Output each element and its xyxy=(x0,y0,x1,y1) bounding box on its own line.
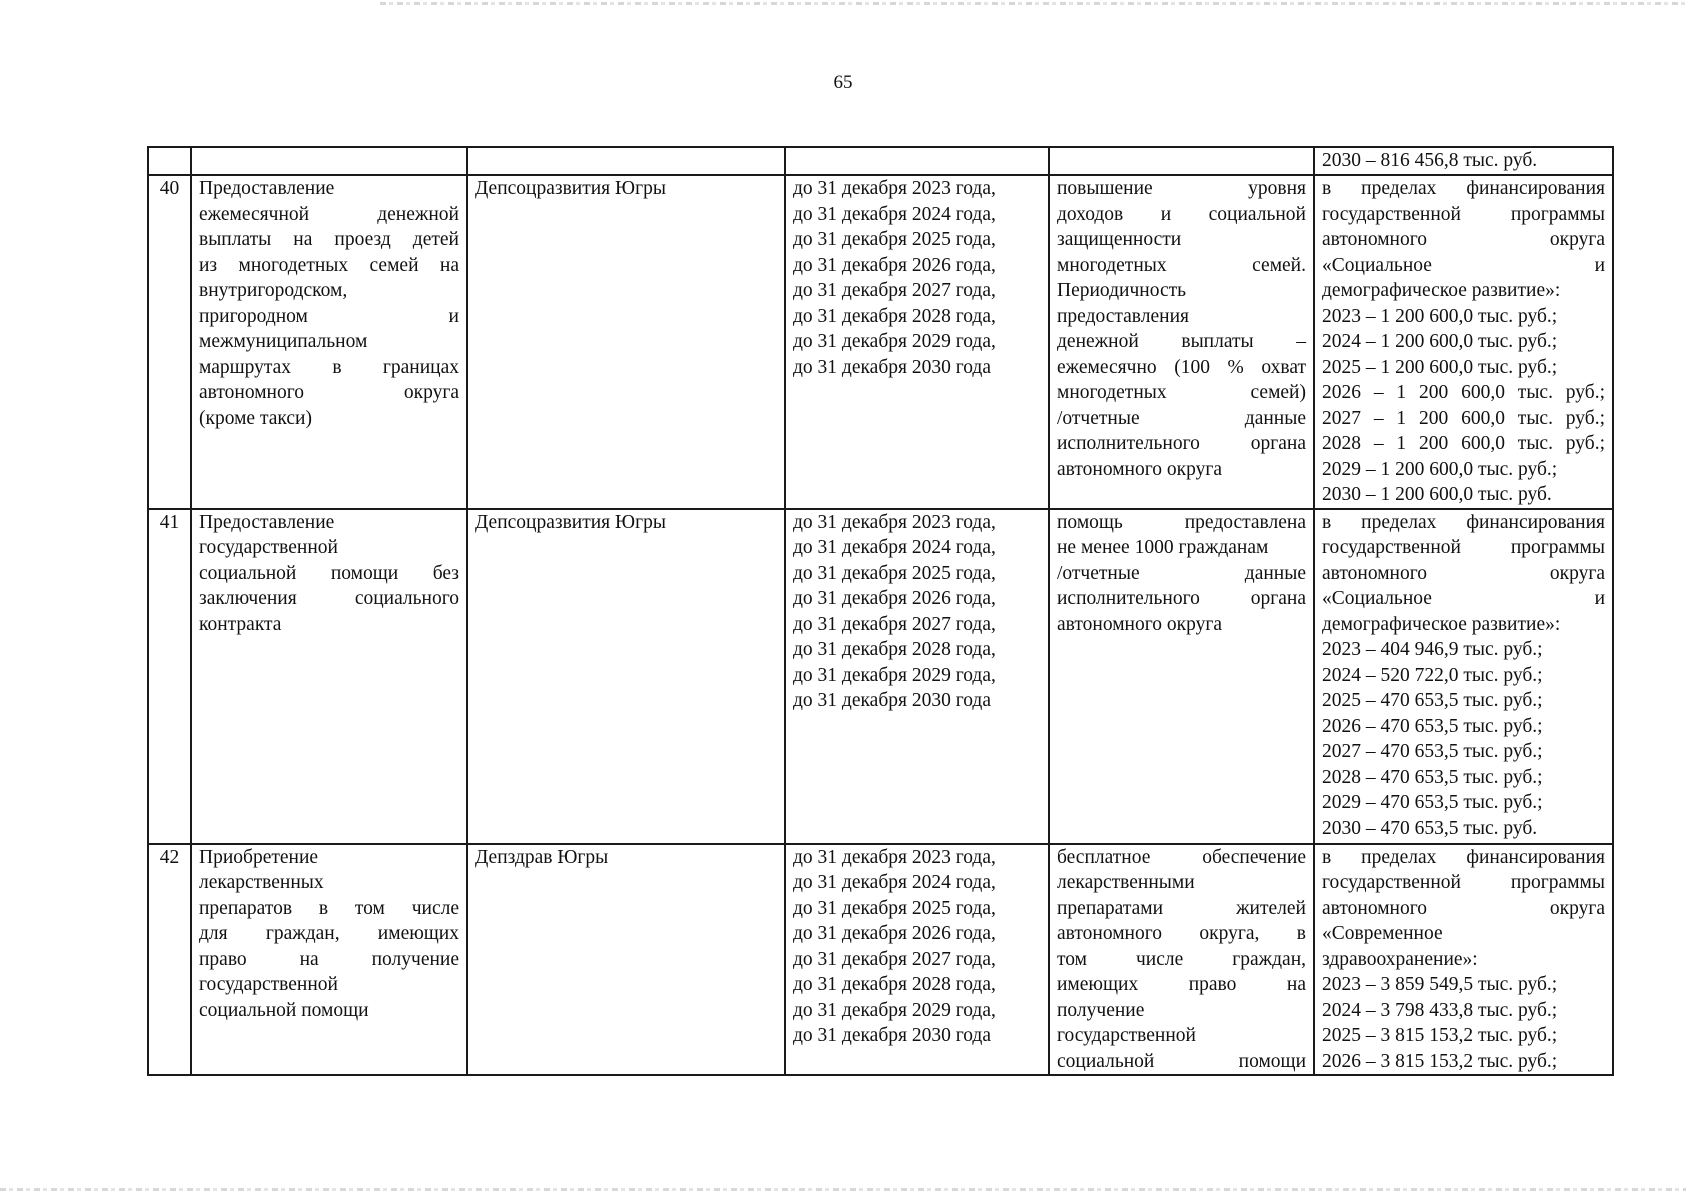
cell-line: внутригородском, xyxy=(199,280,348,301)
table-continuation-row xyxy=(148,147,1613,175)
cell-line: автономного округа xyxy=(199,382,459,403)
cell-line: до 31 декабря 2023 года, xyxy=(793,846,996,868)
cell-line: многодетных семей. xyxy=(1057,254,1306,276)
page-number: 65 xyxy=(833,72,853,93)
result-cell xyxy=(1049,509,1314,844)
cell-line: 2029 – 1 200 600,0 тыс. руб.; xyxy=(1322,458,1558,480)
cell-line: 2027 – 470 653,5 тыс. руб.; xyxy=(1322,741,1543,762)
executor-text: Депсоцразвития Югры xyxy=(475,178,666,199)
cell-line: демографическое развитие»: xyxy=(1322,613,1561,635)
result-text xyxy=(1057,845,1306,1075)
cell-line: контракта xyxy=(199,613,282,635)
cell-line: до 31 декабря 2025 года, xyxy=(793,897,996,919)
cell-line: в пределах финансирования xyxy=(1322,178,1605,199)
cell-line: до 31 декабря 2026 года, xyxy=(793,923,996,944)
scan-edge-bottom xyxy=(0,1188,1686,1191)
row-number: 41 xyxy=(148,509,191,844)
cell-line: до 31 декабря 2026 года, xyxy=(793,588,996,609)
cell-line: исполнительного органа xyxy=(1057,588,1306,609)
cell-line: 2027 – 1 200 600,0 тыс. руб.; xyxy=(1322,407,1605,429)
cell-line: «Социальное и xyxy=(1322,254,1605,276)
measure-name-cell xyxy=(191,844,467,1076)
cell-line: до 31 декабря 2030 года xyxy=(793,356,991,378)
cell-line: демографическое развитие»: xyxy=(1322,280,1561,301)
cell-line: 2030 – 1 200 600,0 тыс. руб. xyxy=(1322,484,1552,505)
table-row xyxy=(148,175,1613,509)
cell-line: получение xyxy=(1057,999,1145,1021)
cell-line: для граждан, имеющих xyxy=(199,923,459,944)
cell-line: имеющих право на xyxy=(1057,974,1306,995)
cell-line: бесплатное обеспечение xyxy=(1057,846,1306,868)
measures-table xyxy=(147,146,1614,1076)
cell-line: межмуниципальном xyxy=(199,331,368,352)
cell-line: до 31 декабря 2029 года, xyxy=(793,331,996,352)
executor-cell xyxy=(467,175,785,509)
measure-name-cell xyxy=(191,509,467,844)
cell-line: 2025 – 470 653,5 тыс. руб.; xyxy=(1322,690,1543,711)
cell-line: предоставления xyxy=(1057,305,1189,327)
result-cell xyxy=(1049,147,1314,175)
cell-line: до 31 декабря 2024 года, xyxy=(793,203,996,225)
cell-line: лекарственных xyxy=(199,872,324,893)
cell-line: 2030 – 470 653,5 тыс. руб. xyxy=(1322,817,1538,839)
cell-line: 2025 – 3 815 153,2 тыс. руб.; xyxy=(1322,1025,1558,1046)
cell-line: 2024 – 520 722,0 тыс. руб.; xyxy=(1322,664,1543,686)
cell-line: препаратами жителей xyxy=(1057,897,1306,919)
executor-text: Депсоцразвития Югры xyxy=(475,511,666,533)
cell-line: «Современное xyxy=(1322,923,1443,944)
cell-line: 2023 – 404 946,9 тыс. руб.; xyxy=(1322,639,1543,660)
measure-name-text xyxy=(199,510,459,638)
result-cell xyxy=(1049,175,1314,509)
cell-line: 2029 – 470 653,5 тыс. руб.; xyxy=(1322,792,1543,813)
cell-line: государственной программы xyxy=(1322,537,1605,558)
cell-line: до 31 декабря 2023 года, xyxy=(793,511,996,533)
executor-cell xyxy=(467,844,785,1076)
result-text xyxy=(1057,510,1306,638)
cell-line: до 31 декабря 2024 года, xyxy=(793,872,996,893)
cell-line: государственной xyxy=(1057,1025,1196,1046)
cell-line: Предоставление xyxy=(199,178,335,199)
financing-cell xyxy=(1314,844,1613,1076)
cell-line: до 31 декабря 2028 года, xyxy=(793,974,996,995)
cell-line: ежемесячно (100 % охват xyxy=(1057,356,1306,378)
cell-line: доходов и социальной xyxy=(1057,203,1306,225)
measure-name-text xyxy=(199,176,459,431)
cell-line: социальной помощи xyxy=(199,999,369,1021)
cell-line: до 31 декабря 2029 года, xyxy=(793,999,996,1021)
cell-line: 2023 – 3 859 549,5 тыс. руб.; xyxy=(1322,974,1558,995)
cell-line: здравоохранение»: xyxy=(1322,948,1478,970)
executor-cell xyxy=(467,147,785,175)
row-number: 40 xyxy=(148,175,191,509)
cell-line: до 31 декабря 2028 года, xyxy=(793,639,996,660)
cell-line: том числе граждан, xyxy=(1057,948,1306,970)
cell-line: до 31 декабря 2025 года, xyxy=(793,562,996,584)
cell-line: до 31 декабря 2023 года, xyxy=(793,178,996,199)
cell-line: лекарственными xyxy=(1057,872,1195,893)
cell-line: автономного округа xyxy=(1057,458,1222,480)
cell-line: государственной программы xyxy=(1322,872,1605,893)
table-row xyxy=(148,844,1613,1076)
cell-line: Предоставление xyxy=(199,511,335,533)
table-row xyxy=(148,509,1613,844)
cell-line: автономного округа xyxy=(1322,897,1605,919)
cell-line: 2024 – 3 798 433,8 тыс. руб.; xyxy=(1322,999,1558,1021)
cell-line: государственной xyxy=(199,537,338,558)
financing-text xyxy=(1322,176,1605,508)
cell-line: социальной помощи xyxy=(1057,1050,1306,1072)
term-cell xyxy=(785,175,1049,509)
cell-line: 2025 – 1 200 600,0 тыс. руб.; xyxy=(1322,356,1558,378)
result-cell xyxy=(1049,844,1314,1076)
cell-line: 2028 – 470 653,5 тыс. руб.; xyxy=(1322,766,1543,788)
cell-line: /отчетные данные xyxy=(1057,407,1306,429)
scan-edge-top xyxy=(380,2,1686,5)
cell-line: заключения социального xyxy=(199,588,459,609)
executor-cell xyxy=(467,509,785,844)
cell-line: автономного округа xyxy=(1057,613,1222,635)
cell-line: автономного округа, в xyxy=(1057,923,1306,944)
cell-line: пригородном и xyxy=(199,305,459,327)
cell-line: «Социальное и xyxy=(1322,588,1605,609)
cell-line: до 31 декабря 2027 года, xyxy=(793,613,996,635)
term-text xyxy=(793,176,1041,380)
cell-line: 2026 – 1 200 600,0 тыс. руб.; xyxy=(1322,382,1605,403)
cell-line: исполнительного органа xyxy=(1057,433,1306,454)
cell-line: выплаты на проезд детей xyxy=(199,229,459,250)
result-text xyxy=(1057,176,1306,482)
cell-line: многодетных семей) xyxy=(1057,382,1306,403)
term-cell xyxy=(785,509,1049,844)
cell-line: право на получение xyxy=(199,948,459,970)
cell-line: помощь предоставлена xyxy=(1057,511,1306,533)
term-cell xyxy=(785,844,1049,1076)
cell-line: 2026 – 3 815 153,2 тыс. руб.; xyxy=(1322,1050,1558,1072)
cell-line: (кроме такси) xyxy=(199,407,312,429)
cell-line: до 31 декабря 2026 года, xyxy=(793,254,996,276)
cell-line: не менее 1000 гражданам xyxy=(1057,537,1269,558)
measure-name-cell xyxy=(191,175,467,509)
cell-line: социальной помощи без xyxy=(199,562,459,584)
financing-cell xyxy=(1314,175,1613,509)
cell-line: 2023 – 1 200 600,0 тыс. руб.; xyxy=(1322,305,1558,327)
cell-line: из многодетных семей на xyxy=(199,254,459,276)
executor-text: Депздрав Югры xyxy=(475,846,609,868)
term-text xyxy=(793,845,1041,1049)
cell-line: до 31 декабря 2029 года, xyxy=(793,664,996,686)
name-cell xyxy=(191,147,467,175)
cell-line: маршрутах в границах xyxy=(199,356,459,378)
cell-line: в пределах финансирования xyxy=(1322,846,1605,868)
cell-line: денежной выплаты – xyxy=(1057,331,1306,352)
cell-line: автономного округа xyxy=(1322,229,1605,250)
cell-line: 2028 – 1 200 600,0 тыс. руб.; xyxy=(1322,433,1605,454)
cell-line: до 31 декабря 2030 года xyxy=(793,690,991,711)
term-text xyxy=(793,510,1041,714)
cell-line: до 31 декабря 2027 года, xyxy=(793,280,996,301)
cell-line: до 31 декабря 2024 года, xyxy=(793,537,996,558)
cell-line: 2024 – 1 200 600,0 тыс. руб.; xyxy=(1322,331,1558,352)
financing-text xyxy=(1322,510,1605,842)
row-number: 42 xyxy=(148,844,191,1076)
cell-line: 2026 – 470 653,5 тыс. руб.; xyxy=(1322,715,1543,737)
financing-cell xyxy=(1314,147,1613,175)
cell-line: государственной xyxy=(199,974,338,995)
cell-line: до 31 декабря 2028 года, xyxy=(793,305,996,327)
cell-line: ежемесячной денежной xyxy=(199,203,459,225)
cell-line: защищенности xyxy=(1057,229,1182,250)
cell-line: /отчетные данные xyxy=(1057,562,1306,584)
cell-line: препаратов в том числе xyxy=(199,897,459,919)
cell-line: в пределах финансирования xyxy=(1322,511,1605,533)
num-cell xyxy=(148,147,191,175)
cell-line: повышение уровня xyxy=(1057,178,1306,199)
cell-line: Приобретение xyxy=(199,846,319,868)
carry-over-line: 2030 – 816 456,8 тыс. руб. xyxy=(1322,150,1538,171)
financing-cell xyxy=(1314,509,1613,844)
measure-name-text xyxy=(199,845,459,1024)
term-cell xyxy=(785,147,1049,175)
cell-line: до 31 декабря 2030 года xyxy=(793,1025,991,1046)
cell-line: до 31 декабря 2027 года, xyxy=(793,948,996,970)
financing-text xyxy=(1322,845,1605,1075)
cell-line: автономного округа xyxy=(1322,562,1605,584)
cell-line: до 31 декабря 2025 года, xyxy=(793,229,996,250)
cell-line: Периодичность xyxy=(1057,280,1187,301)
cell-line: государственной программы xyxy=(1322,203,1605,225)
